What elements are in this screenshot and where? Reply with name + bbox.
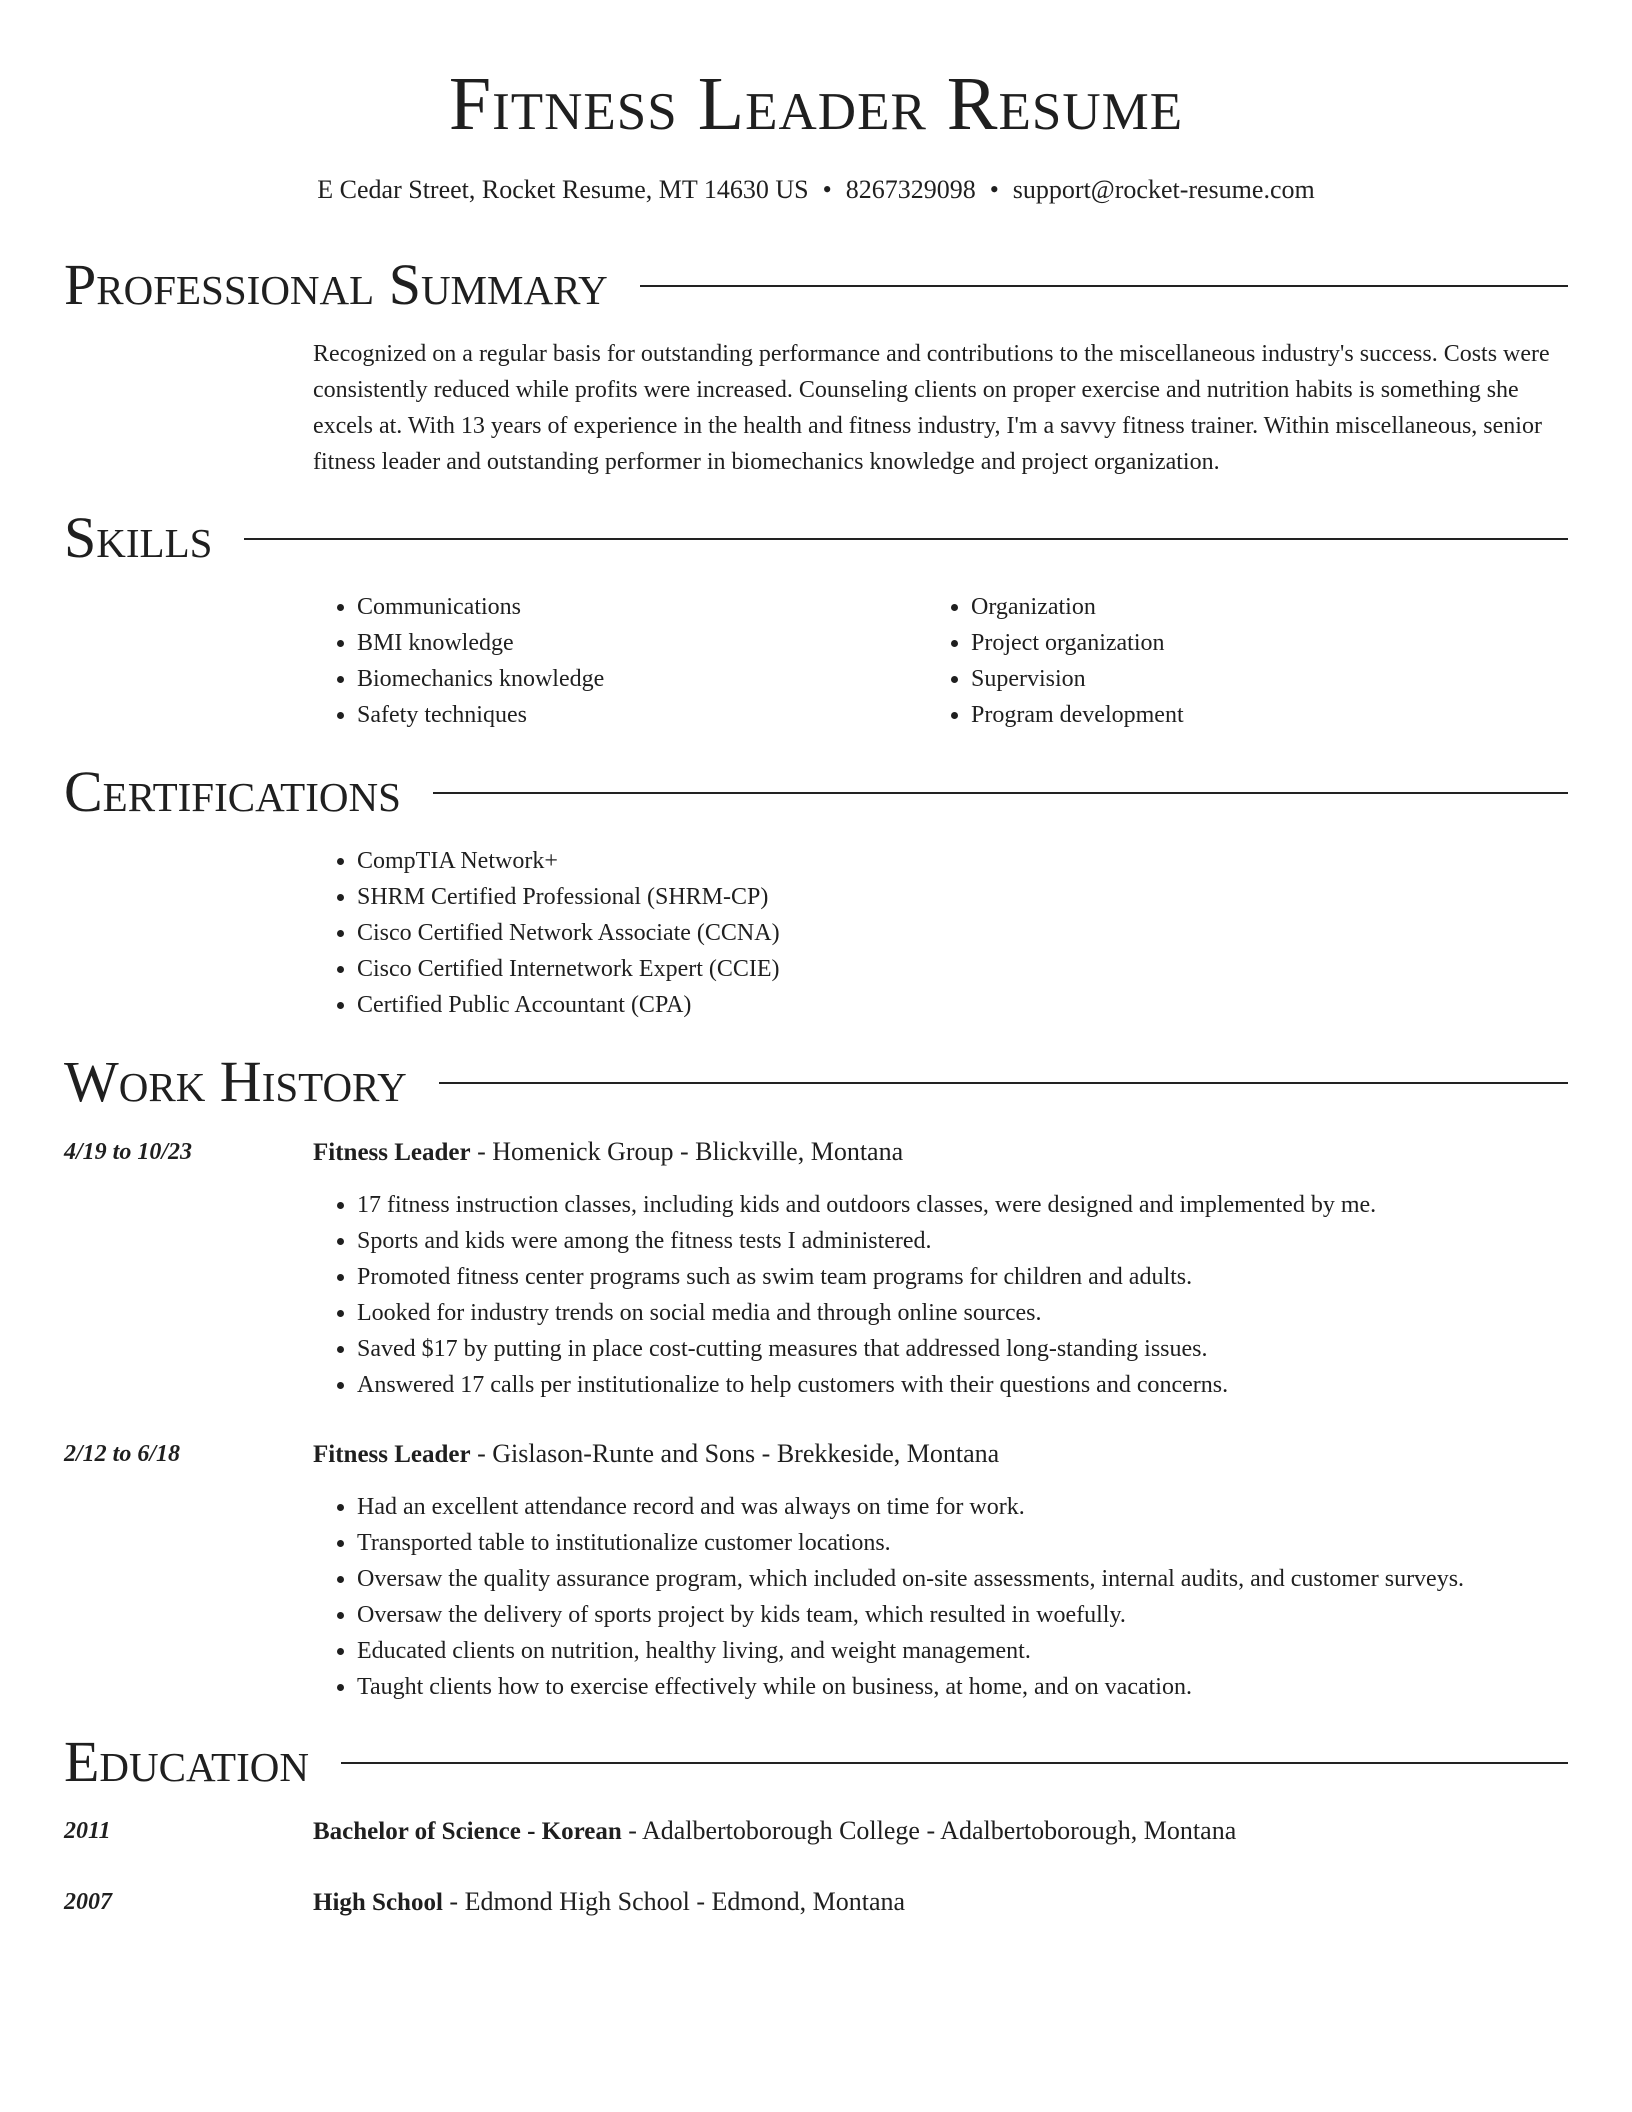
skills-list-left xyxy=(313,589,604,733)
skill-item: • Project organization xyxy=(971,625,1184,661)
job-title: Fitness Leader xyxy=(313,1139,471,1166)
certifications-heading: Certifications xyxy=(64,759,401,824)
job-duty: • 17 fitness instruction classes, including kids and outdoors classes, were designed and implemented by me. xyxy=(357,1187,1376,1223)
certifications-section-header xyxy=(64,757,1568,827)
certifications-list xyxy=(313,843,780,1023)
skills-section-header xyxy=(64,503,1568,573)
education-degree: Bachelor of Science - Korean xyxy=(313,1818,622,1845)
certifications-block xyxy=(313,843,780,1023)
education-year: 2007 xyxy=(64,1889,112,1915)
summary-heading: Professional Summary xyxy=(64,252,608,317)
skills-column-left xyxy=(313,589,604,733)
job-duties xyxy=(313,1489,1464,1705)
job-duties-list xyxy=(313,1187,1376,1403)
job-employer: - Gislason-Runte and Sons - Brekkeside, Montana xyxy=(470,1439,1000,1468)
section-divider xyxy=(439,1082,1568,1084)
skills-list-right xyxy=(927,589,1184,733)
job-duty: • Oversaw the delivery of sports project by kids team, which resulted in woefully. xyxy=(357,1597,1464,1633)
education-heading: Education xyxy=(64,1729,309,1794)
certification-item: • Cisco Certified Network Associate (CCNA) xyxy=(357,915,780,951)
summary-text: Recognized on a regular basis for outstanding performance and contributions to the miscellaneous industry's success. Costs were consistently reduced while profits were increased. Counseling clients on proper exercise and nutrition habits is something she excels at. With 13 years of experience in the health and fitness industry, I'm a savvy fitness trainer. Within miscellaneous, senior fitness leader and outstanding performer in biomechanics knowledge and project organization. xyxy=(313,341,1550,475)
job-duties xyxy=(313,1187,1376,1403)
certification-item: • CompTIA Network+ xyxy=(357,843,780,879)
skill-item: • BMI knowledge xyxy=(357,625,604,661)
job-duty: • Taught clients how to exercise effectively while on business, at home, and on vacation. xyxy=(357,1669,1464,1705)
summary-section-header xyxy=(64,250,1568,320)
job-header xyxy=(313,1436,999,1473)
job-duty: • Answered 17 calls per institutionalize to help customers with their questions and concerns. xyxy=(357,1367,1376,1403)
job-duty: • Sports and kids were among the fitness tests I administered. xyxy=(357,1223,1376,1259)
email: support@rocket-resume.com xyxy=(1012,175,1315,204)
certification-item: • SHRM Certified Professional (SHRM-CP) xyxy=(357,879,780,915)
job-duty: • Educated clients on nutrition, healthy living, and weight management. xyxy=(357,1633,1464,1669)
job-duty: • Looked for industry trends on social media and through online sources. xyxy=(357,1295,1376,1331)
skill-item: • Biomechanics knowledge xyxy=(357,661,604,697)
certification-item: • Certified Public Accountant (CPA) xyxy=(357,987,780,1023)
resume-title: Fitness Leader Resume xyxy=(448,62,1184,146)
contact-line xyxy=(0,172,1632,208)
skill-item: • Supervision xyxy=(971,661,1184,697)
skill-item: • Program development xyxy=(971,697,1184,733)
job-header xyxy=(313,1134,903,1171)
job-employer: - Homenick Group - Blickville, Montana xyxy=(470,1137,904,1166)
job-duty: • Had an excellent attendance record and was always on time for work. xyxy=(357,1489,1464,1525)
job-dates: 2/12 to 6/18 xyxy=(64,1441,181,1467)
job-duty: • Transported table to institutionalize customer locations. xyxy=(357,1525,1464,1561)
separator-dot: • xyxy=(989,175,999,204)
work-history-heading: Work History xyxy=(64,1049,407,1114)
education-year: 2011 xyxy=(64,1818,111,1844)
job-duty: • Oversaw the quality assurance program, which included on-site assessments, internal audits, and customer surveys. xyxy=(357,1561,1464,1597)
skills-column-right xyxy=(927,589,1184,733)
separator-dot: • xyxy=(822,175,832,204)
job-duties-list xyxy=(313,1489,1464,1705)
section-divider xyxy=(244,538,1568,540)
section-divider xyxy=(341,1762,1568,1764)
phone: 8267329098 xyxy=(845,175,976,204)
education-degree: High School xyxy=(313,1889,443,1916)
section-divider xyxy=(640,285,1568,287)
job-dates: 4/19 to 10/23 xyxy=(64,1139,193,1165)
section-divider xyxy=(433,792,1568,794)
skills-heading: Skills xyxy=(64,505,213,570)
job-duty: • Promoted fitness center programs such as swim team programs for children and adults. xyxy=(357,1259,1376,1295)
skill-item: • Organization xyxy=(971,589,1184,625)
address: E Cedar Street, Rocket Resume, MT 14630 US xyxy=(317,175,809,204)
certification-item: • Cisco Certified Internetwork Expert (CCIE) xyxy=(357,951,780,987)
job-duty: • Saved $17 by putting in place cost-cutting measures that addressed long-standing issues. xyxy=(357,1331,1376,1367)
education-entry xyxy=(313,1884,905,1921)
skill-item: • Safety techniques xyxy=(357,697,604,733)
skill-item: • Communications xyxy=(357,589,604,625)
education-school: - Adalbertoborough College - Adalbertoborough, Montana xyxy=(621,1816,1237,1845)
education-section-header xyxy=(64,1727,1568,1797)
job-title: Fitness Leader xyxy=(313,1441,471,1468)
education-school: - Edmond High School - Edmond, Montana xyxy=(442,1887,906,1916)
education-entry xyxy=(313,1813,1236,1850)
work-history-section-header xyxy=(64,1047,1568,1117)
